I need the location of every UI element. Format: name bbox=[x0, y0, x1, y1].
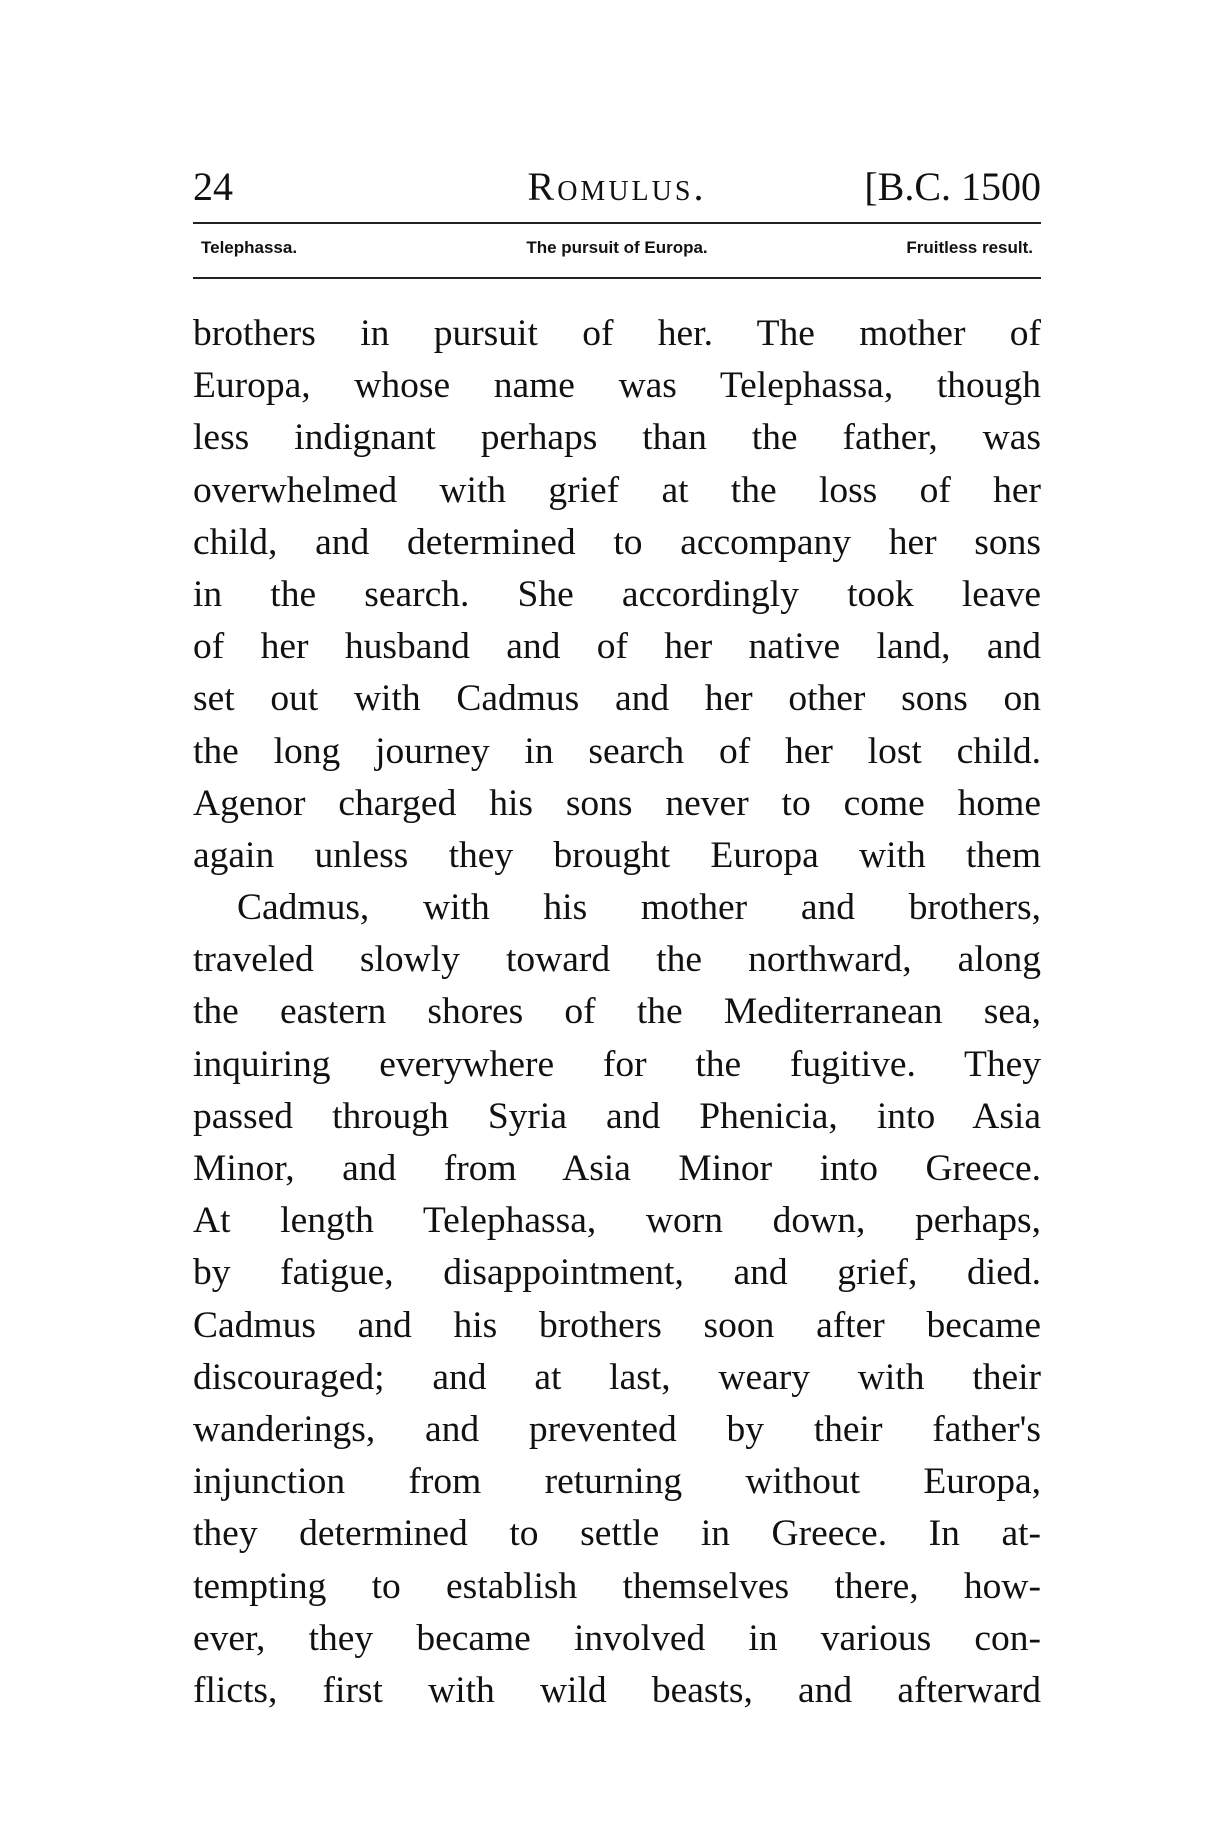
text-line: the long journey in search of her lost child. bbox=[193, 730, 1041, 772]
text-line: passed through Syria and Phenicia, into Asia bbox=[193, 1095, 1041, 1137]
text-line: they determined to settle in Greece. In at- bbox=[193, 1513, 1041, 1555]
text-line: Europa, whose name was Telephassa, though bbox=[193, 365, 1041, 407]
text-line: the eastern shores of the Mediterranean sea, bbox=[193, 991, 1041, 1033]
text-line: At length Telephassa, worn down, perhaps, bbox=[193, 1200, 1041, 1242]
text-line: in the search. She accordingly took leave bbox=[193, 573, 1041, 615]
running-title: Romulus. bbox=[527, 164, 707, 209]
text-line: Agenor charged his sons never to come home bbox=[193, 782, 1041, 824]
running-head bbox=[193, 163, 1041, 213]
text-line: wanderings, and prevented by their father's bbox=[193, 1408, 1041, 1450]
text-line: ever, they became involved in various con- bbox=[193, 1617, 1041, 1659]
body-text bbox=[193, 308, 1041, 1717]
text-line: child, and determined to accompany her sons bbox=[193, 521, 1041, 563]
text-line: injunction from returning without Europa, bbox=[193, 1461, 1041, 1503]
text-line: brothers in pursuit of her. The mother of bbox=[193, 313, 1041, 354]
text-line: Cadmus, with his mother and brothers, bbox=[237, 887, 1041, 929]
text-line: discouraged; and at last, weary with their bbox=[193, 1356, 1041, 1398]
text-line: traveled slowly toward the northward, along bbox=[193, 939, 1041, 981]
text-line: less indignant perhaps than the father, was bbox=[193, 417, 1041, 459]
text-line: again unless they brought Europa with them bbox=[193, 834, 1041, 876]
text-line: overwhelmed with grief at the loss of her bbox=[193, 469, 1041, 511]
text-line: by fatigue, disappointment, and grief, died. bbox=[193, 1252, 1041, 1294]
text-line: Cadmus and his brothers soon after became bbox=[193, 1304, 1041, 1346]
side-note: Fruitless result. bbox=[906, 238, 1033, 257]
text-line: flicts, first with wild beasts, and afterward bbox=[193, 1669, 1041, 1711]
text-line: tempting to establish themselves there, how- bbox=[193, 1565, 1041, 1607]
text-line: of her husband and of her native land, and bbox=[193, 626, 1041, 668]
text-line: set out with Cadmus and her other sons on bbox=[193, 678, 1041, 720]
text-line: inquiring everywhere for the fugitive. They bbox=[193, 1043, 1041, 1085]
side-note: Telephassa. bbox=[201, 238, 298, 257]
header-rule-bottom bbox=[193, 277, 1041, 279]
header-rule-top bbox=[193, 222, 1041, 224]
page-number: 24 bbox=[193, 164, 233, 209]
running-date: [B.C. 1500 bbox=[864, 164, 1041, 209]
side-note: The pursuit of Europa. bbox=[526, 238, 708, 257]
side-notes bbox=[201, 238, 1033, 264]
text-line: Minor, and from Asia Minor into Greece. bbox=[193, 1148, 1041, 1189]
